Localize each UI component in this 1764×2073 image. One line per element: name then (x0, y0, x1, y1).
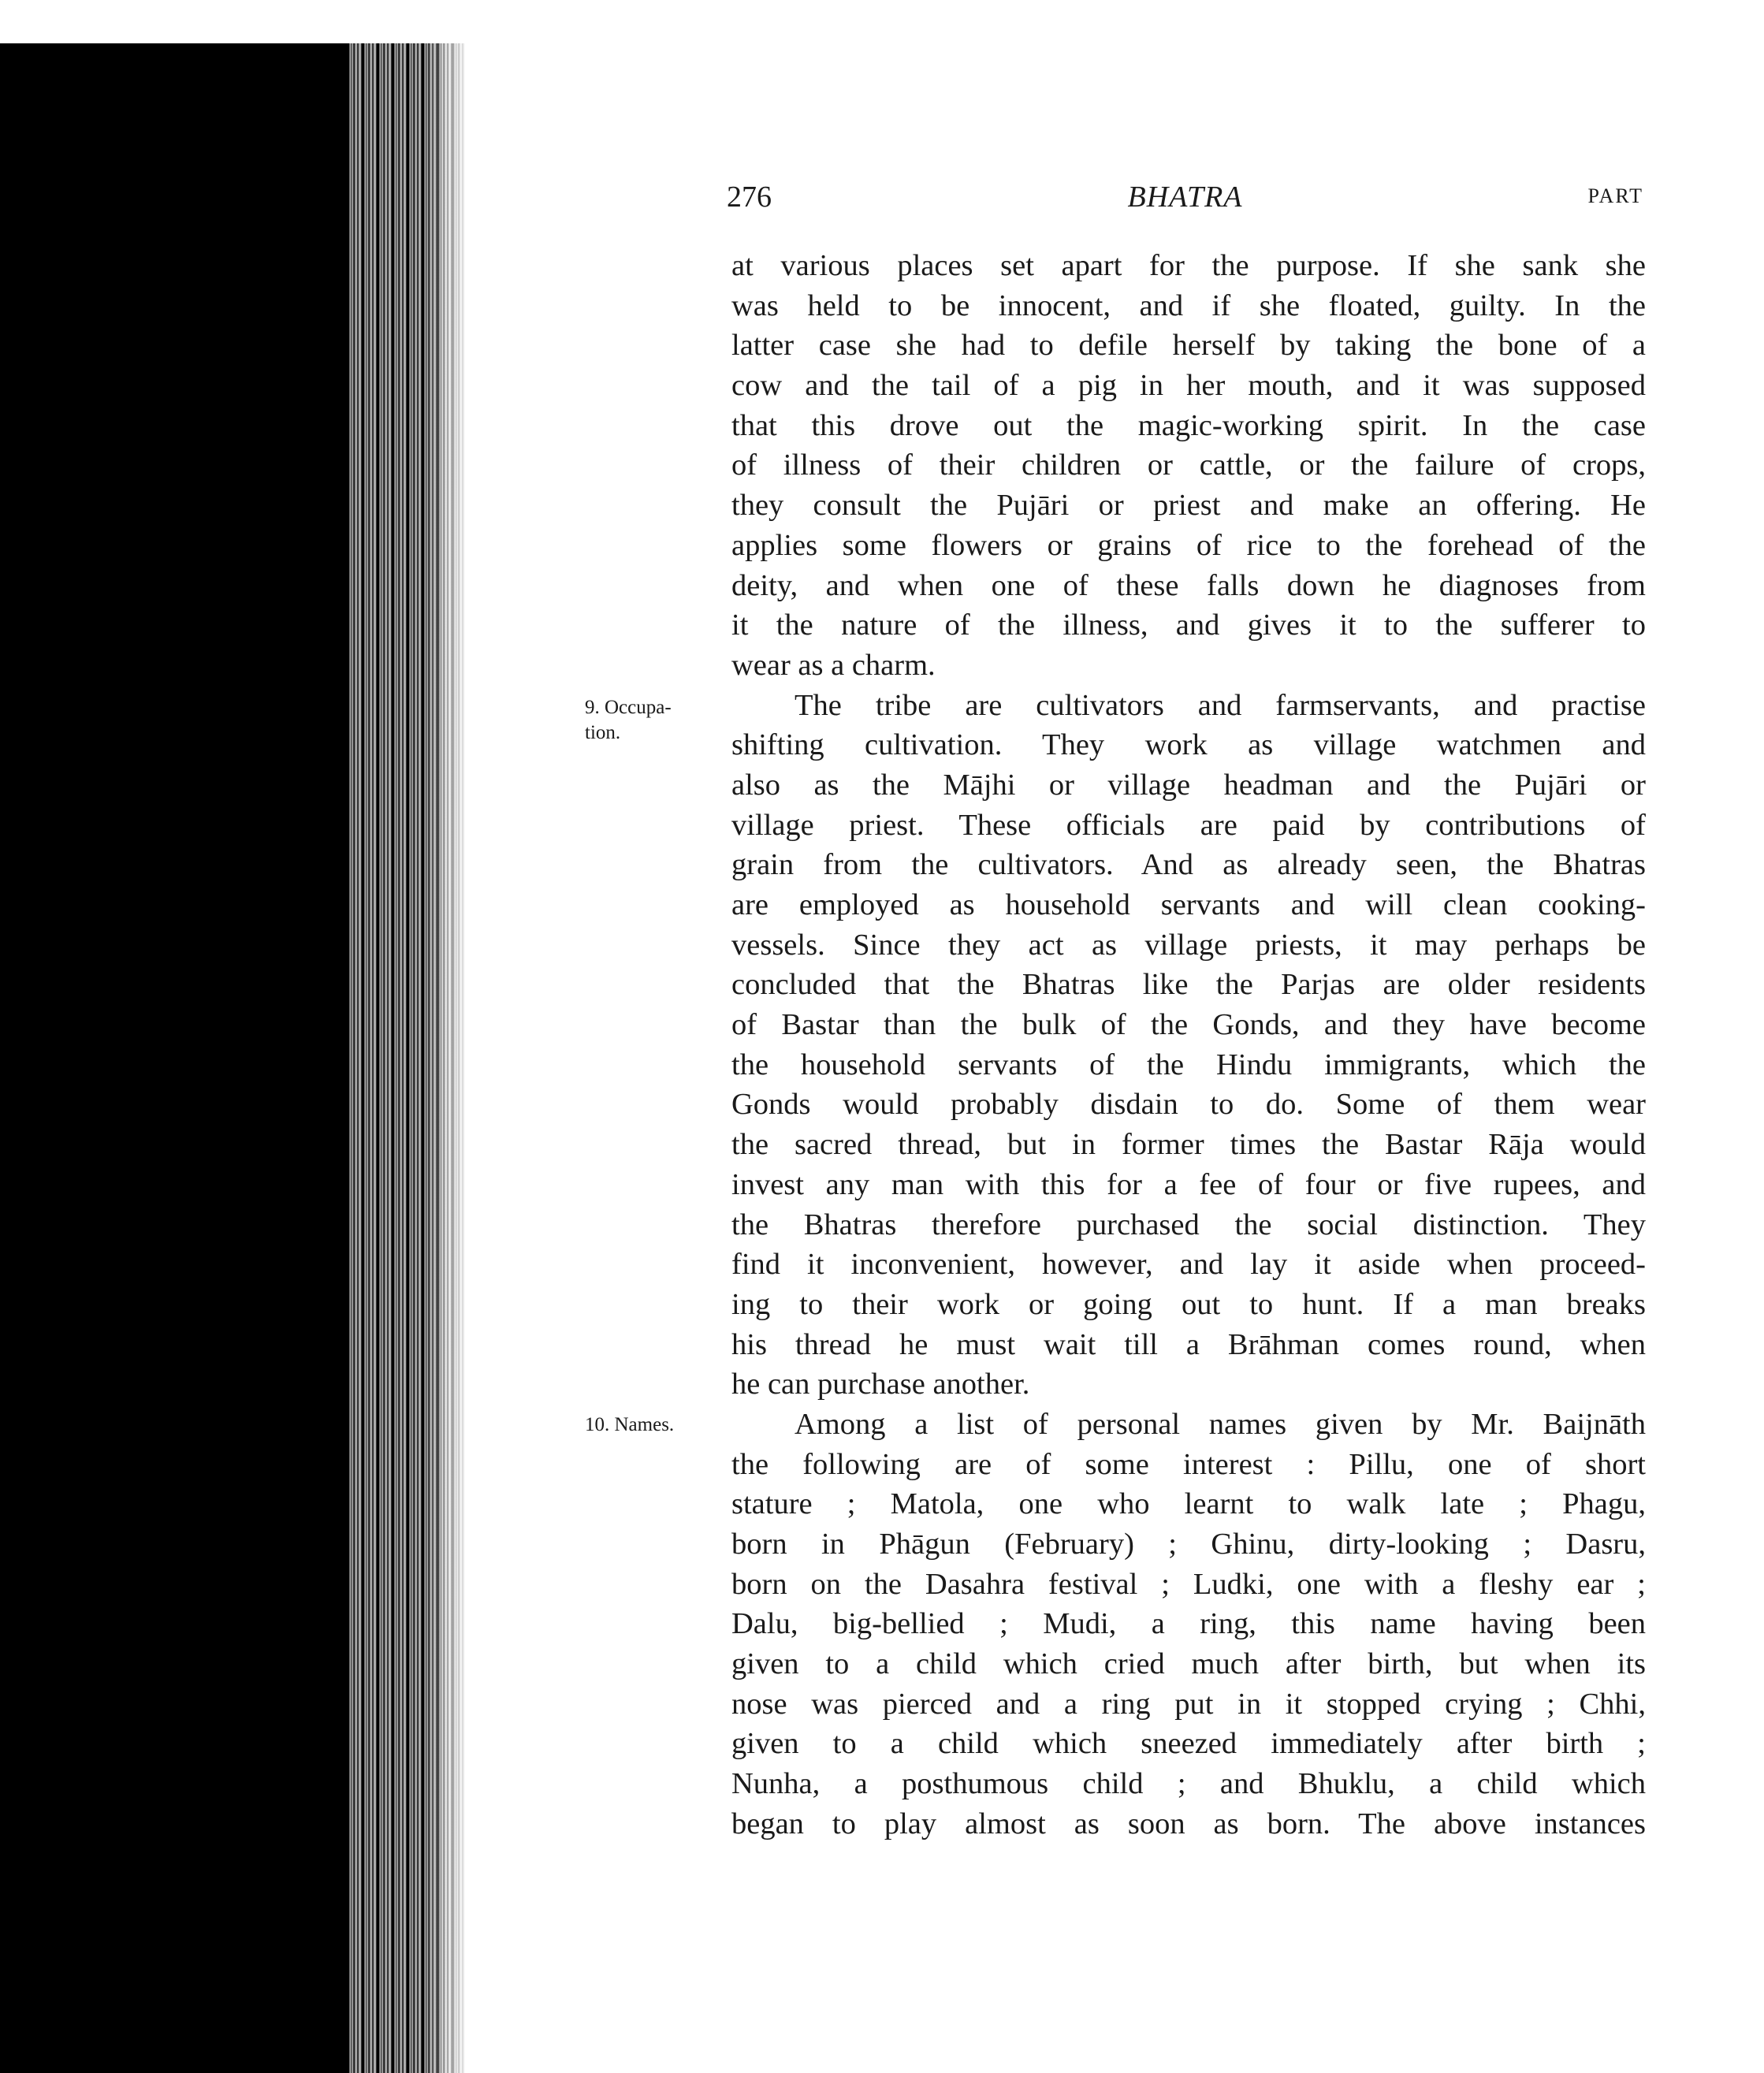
text-line: shifting cultivation. They work as village watchmen and (731, 728, 1646, 762)
text-line: given to a child which sneezed immediately after birth ; (731, 1727, 1646, 1761)
text-line: of Bastar than the bulk of the Gonds, and they have become (731, 1008, 1646, 1042)
running-title: BHATRA (1127, 181, 1243, 214)
text-line: was held to be innocent, and if she floated, guilty. In the (731, 288, 1646, 322)
text-line: village priest. These officials are paid by contributions of (731, 808, 1646, 842)
text-line: his thread he must wait till a Brāhman comes round, when (731, 1327, 1646, 1361)
part-label: PART (1587, 184, 1643, 207)
text-line: are employed as household servants and will clean cooking- (731, 888, 1646, 921)
running-head (727, 180, 1643, 219)
side-note-occupation (585, 695, 672, 746)
text-line: nose was pierced and a ring put in it stopped crying ; Chhi, (731, 1687, 1646, 1721)
text-line: of illness of their children or cattle, or the failure of crops, (731, 448, 1646, 482)
text-line: the following are of some interest : Pillu, one of short (731, 1447, 1646, 1481)
text-line: born on the Dasahra festival ; Ludki, one with a fleshy ear ; (731, 1567, 1646, 1601)
side-note-names: 10. Names. (585, 1414, 675, 1435)
text-line: given to a child which cried much after birth, but when its (731, 1647, 1646, 1681)
text-line: grain from the cultivators. And as already seen, the Bhatras (731, 848, 1646, 882)
text-line: that this drove out the magic-working spirit. In the case (731, 408, 1646, 442)
side-note-occupation-line1: 9. Occupa- (585, 697, 672, 718)
text-line: invest any man with this for a fee of four or five rupees, and (731, 1167, 1646, 1201)
text-line: the household servants of the Hindu immigrants, which the (731, 1048, 1646, 1081)
scanned-book-spine (0, 43, 441, 2073)
text-line: stature ; Matola, one who learnt to walk late ; Phagu, (731, 1487, 1646, 1521)
text-line: find it inconvenient, however, and lay it aside when proceed- (731, 1248, 1646, 1282)
page-number: 276 (727, 181, 772, 214)
text-line: born in Phāgun (February) ; Ghinu, dirty-looking ; Dasru, (731, 1528, 1646, 1561)
text-line: vessels. Since they act as village priests, it may perhaps be (731, 928, 1646, 962)
text-line: at various places set apart for the purpose. If she sank she (731, 249, 1646, 282)
text-line: concluded that the Bhatras like the Parjas are older residents (731, 968, 1646, 1002)
text-line: the sacred thread, but in former times the Bastar Rāja would (731, 1128, 1646, 1162)
text-line: wear as a charm. (731, 648, 936, 682)
text-line: applies some flowers or grains of rice to the forehead of the (731, 528, 1646, 562)
text-line: latter case she had to defile herself by taking the bone of a (731, 329, 1646, 363)
paragraph-start-line: The tribe are cultivators and farmservants, and practise (795, 688, 1646, 722)
text-line: began to play almost as soon as born. The above instances (731, 1807, 1646, 1840)
text-line: Dalu, big-bellied ; Mudi, a ring, this name having been (731, 1607, 1646, 1641)
text-line: Gonds would probably disdain to do. Some of them wear (731, 1088, 1646, 1122)
text-line: the Bhatras therefore purchased the social distinction. They (731, 1208, 1646, 1241)
text-line: he can purchase another. (731, 1368, 1030, 1401)
spine-fade (426, 43, 473, 2073)
text-line: they consult the Pujāri or priest and make an offering. He (731, 489, 1646, 523)
text-line: deity, and when one of these falls down he diagnoses from (731, 568, 1646, 602)
text-line: it the nature of the illness, and gives it to the sufferer to (731, 609, 1646, 642)
text-line: Nunha, a posthumous child ; and Bhuklu, a child which (731, 1767, 1646, 1801)
text-line: cow and the tail of a pig in her mouth, and it was supposed (731, 369, 1646, 403)
text-line: ing to their work or going out to hunt. If a man breaks (731, 1287, 1646, 1321)
text-line: also as the Mājhi or village headman and the Pujāri or (731, 768, 1646, 802)
body-text (731, 246, 1646, 1844)
paragraph-start-line: Among a list of personal names given by Mr. Baijnāth (795, 1407, 1646, 1441)
side-note-occupation-line2: tion. (585, 722, 621, 743)
